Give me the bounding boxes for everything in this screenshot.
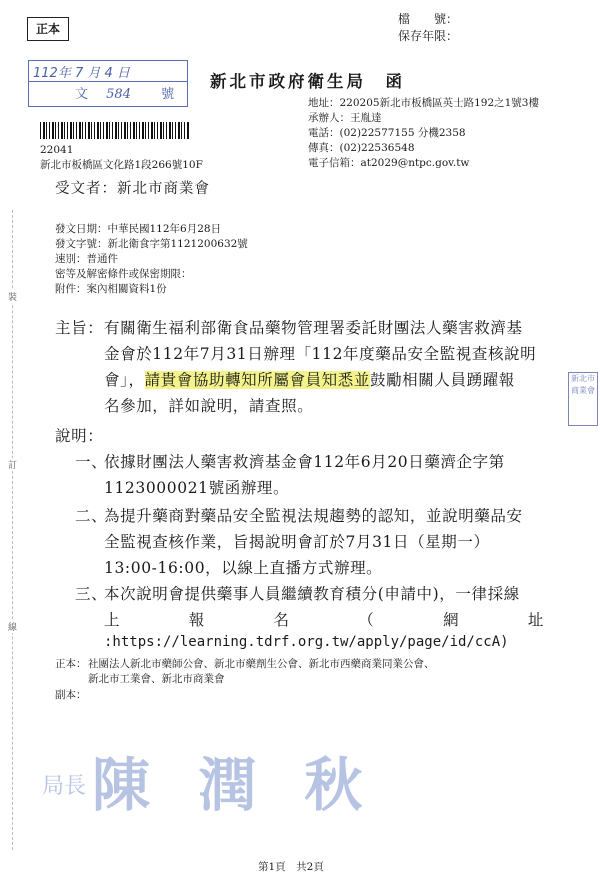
stamp-divider (29, 81, 187, 82)
bind-mark-xian: 線 (8, 620, 17, 633)
original-recipients-line-1: 社團法人新北市藥師公會、新北市藥劑生公會、新北市西藥商業同業公會、 (88, 658, 435, 670)
barcode (40, 122, 190, 139)
file-number-label: 檔 號： (398, 12, 459, 26)
subject-line-3 (104, 368, 515, 390)
original-recipients-label: 正本： (55, 658, 87, 670)
spaced-char: 址 (527, 611, 544, 629)
recipient: 受文者：新北市商業會 (55, 181, 210, 197)
original-stamp: 正本 (27, 17, 69, 41)
binding-line (12, 210, 13, 850)
item-2-line-3: 13:00-16:00，以線上直播方式辦理。 (104, 559, 383, 577)
signature (42, 738, 376, 822)
zip-code: 22041 (40, 144, 74, 156)
contact-fax: 傳真：(02)22536548 (308, 142, 415, 154)
subject-label: 主旨： (55, 319, 104, 337)
contact-email: 電子信箱：at2029@ntpc.gov.tw (308, 157, 470, 169)
spaced-char: 上 (104, 611, 121, 629)
contact-address: 地址：220205新北市板橋區英士路192之1號3樓 (308, 97, 539, 109)
page-footer: 第1頁 共2頁 (258, 861, 324, 873)
item-3-number: 三、 (75, 585, 108, 603)
highlighted-request: 請貴會協助轉知所屬會員知悉並 (144, 371, 370, 389)
received-stamp (28, 60, 188, 107)
retention-label: 保存年限： (398, 29, 459, 43)
original-recipients-line-2: 新北市工業會、新北市商業會 (88, 673, 225, 685)
received-doc-number (75, 83, 174, 102)
item-2-line-1: 為提升藥商對藥品安全監視法規趨勢的認知，並說明藥品安 (104, 507, 523, 525)
contact-phone: 電話：(02)22577155 分機2358 (308, 127, 466, 139)
bind-mark-ding: 訂 (8, 458, 17, 471)
spaced-char: 報 (188, 611, 205, 629)
seal-stamp: 新北市商業會 (568, 372, 598, 426)
registration-url: :https://learning.tdrf.org.tw/apply/page/id/ccA) (104, 634, 509, 650)
item-2-line-2: 全監視查核作業，旨揭說明會訂於7月31日（星期一） (104, 533, 490, 551)
spaced-char: 名 (273, 611, 290, 629)
speed: 速別：普通件 (55, 253, 118, 265)
signature-title: 局長 (42, 774, 87, 799)
item-3-line-2 (104, 608, 544, 630)
received-date: 112年 7 月 4 日 (33, 66, 130, 81)
contact-handler: 承辦人：王胤達 (308, 112, 382, 124)
doc-char: 文 (75, 87, 89, 102)
copy-recipients-label: 副本： (55, 689, 87, 701)
signature-name: 陳 潤 秋 (92, 751, 377, 819)
explanation-label: 說明： (55, 427, 104, 445)
item-1-line-1: 依據財團法人藥害救濟基金會112年6月20日藥濟企字第 (104, 453, 505, 471)
page-title: 新北市政府衛生局 函 (210, 72, 405, 91)
doc-suffix: 號 (161, 87, 175, 102)
spaced-char: （ (358, 611, 375, 629)
attachment: 附件：案內相關資料1份 (55, 283, 167, 295)
item-2-number: 二、 (75, 507, 108, 525)
item-3-line-1: 本次說明會提供藥事人員繼續教育積分(申請中)，一律採線 (104, 585, 520, 603)
secrecy: 密等及解密條件或保密期限： (55, 268, 192, 280)
mailing-address: 新北市板橋區文化路1段266號10F (40, 159, 203, 171)
item-1-number: 一、 (75, 453, 108, 471)
issue-date: 發文日期：中華民國112年6月28日 (55, 223, 222, 235)
bind-mark-zhuang: 裝 (8, 290, 17, 303)
subject-line-3-start: 會」， (104, 371, 145, 389)
subject-line-1: 有關衛生福利部衛食品藥物管理署委託財團法人藥害救濟基 (104, 319, 523, 337)
subject-line-3-end: 鼓勵相關人員踴躍報 (369, 371, 515, 389)
doc-num: 584 (106, 87, 131, 102)
subject-line-2: 金會於112年7月31日辦理「112年度藥品安全監視查核說明 (104, 345, 537, 363)
issue-number: 發文字號：新北衛食字第1121200632號 (55, 238, 248, 250)
spaced-char: 網 (443, 611, 460, 629)
item-1-line-2: 1123000021號函辦理。 (104, 479, 290, 497)
subject-line-4: 名參加，詳如說明，請查照。 (104, 397, 314, 415)
